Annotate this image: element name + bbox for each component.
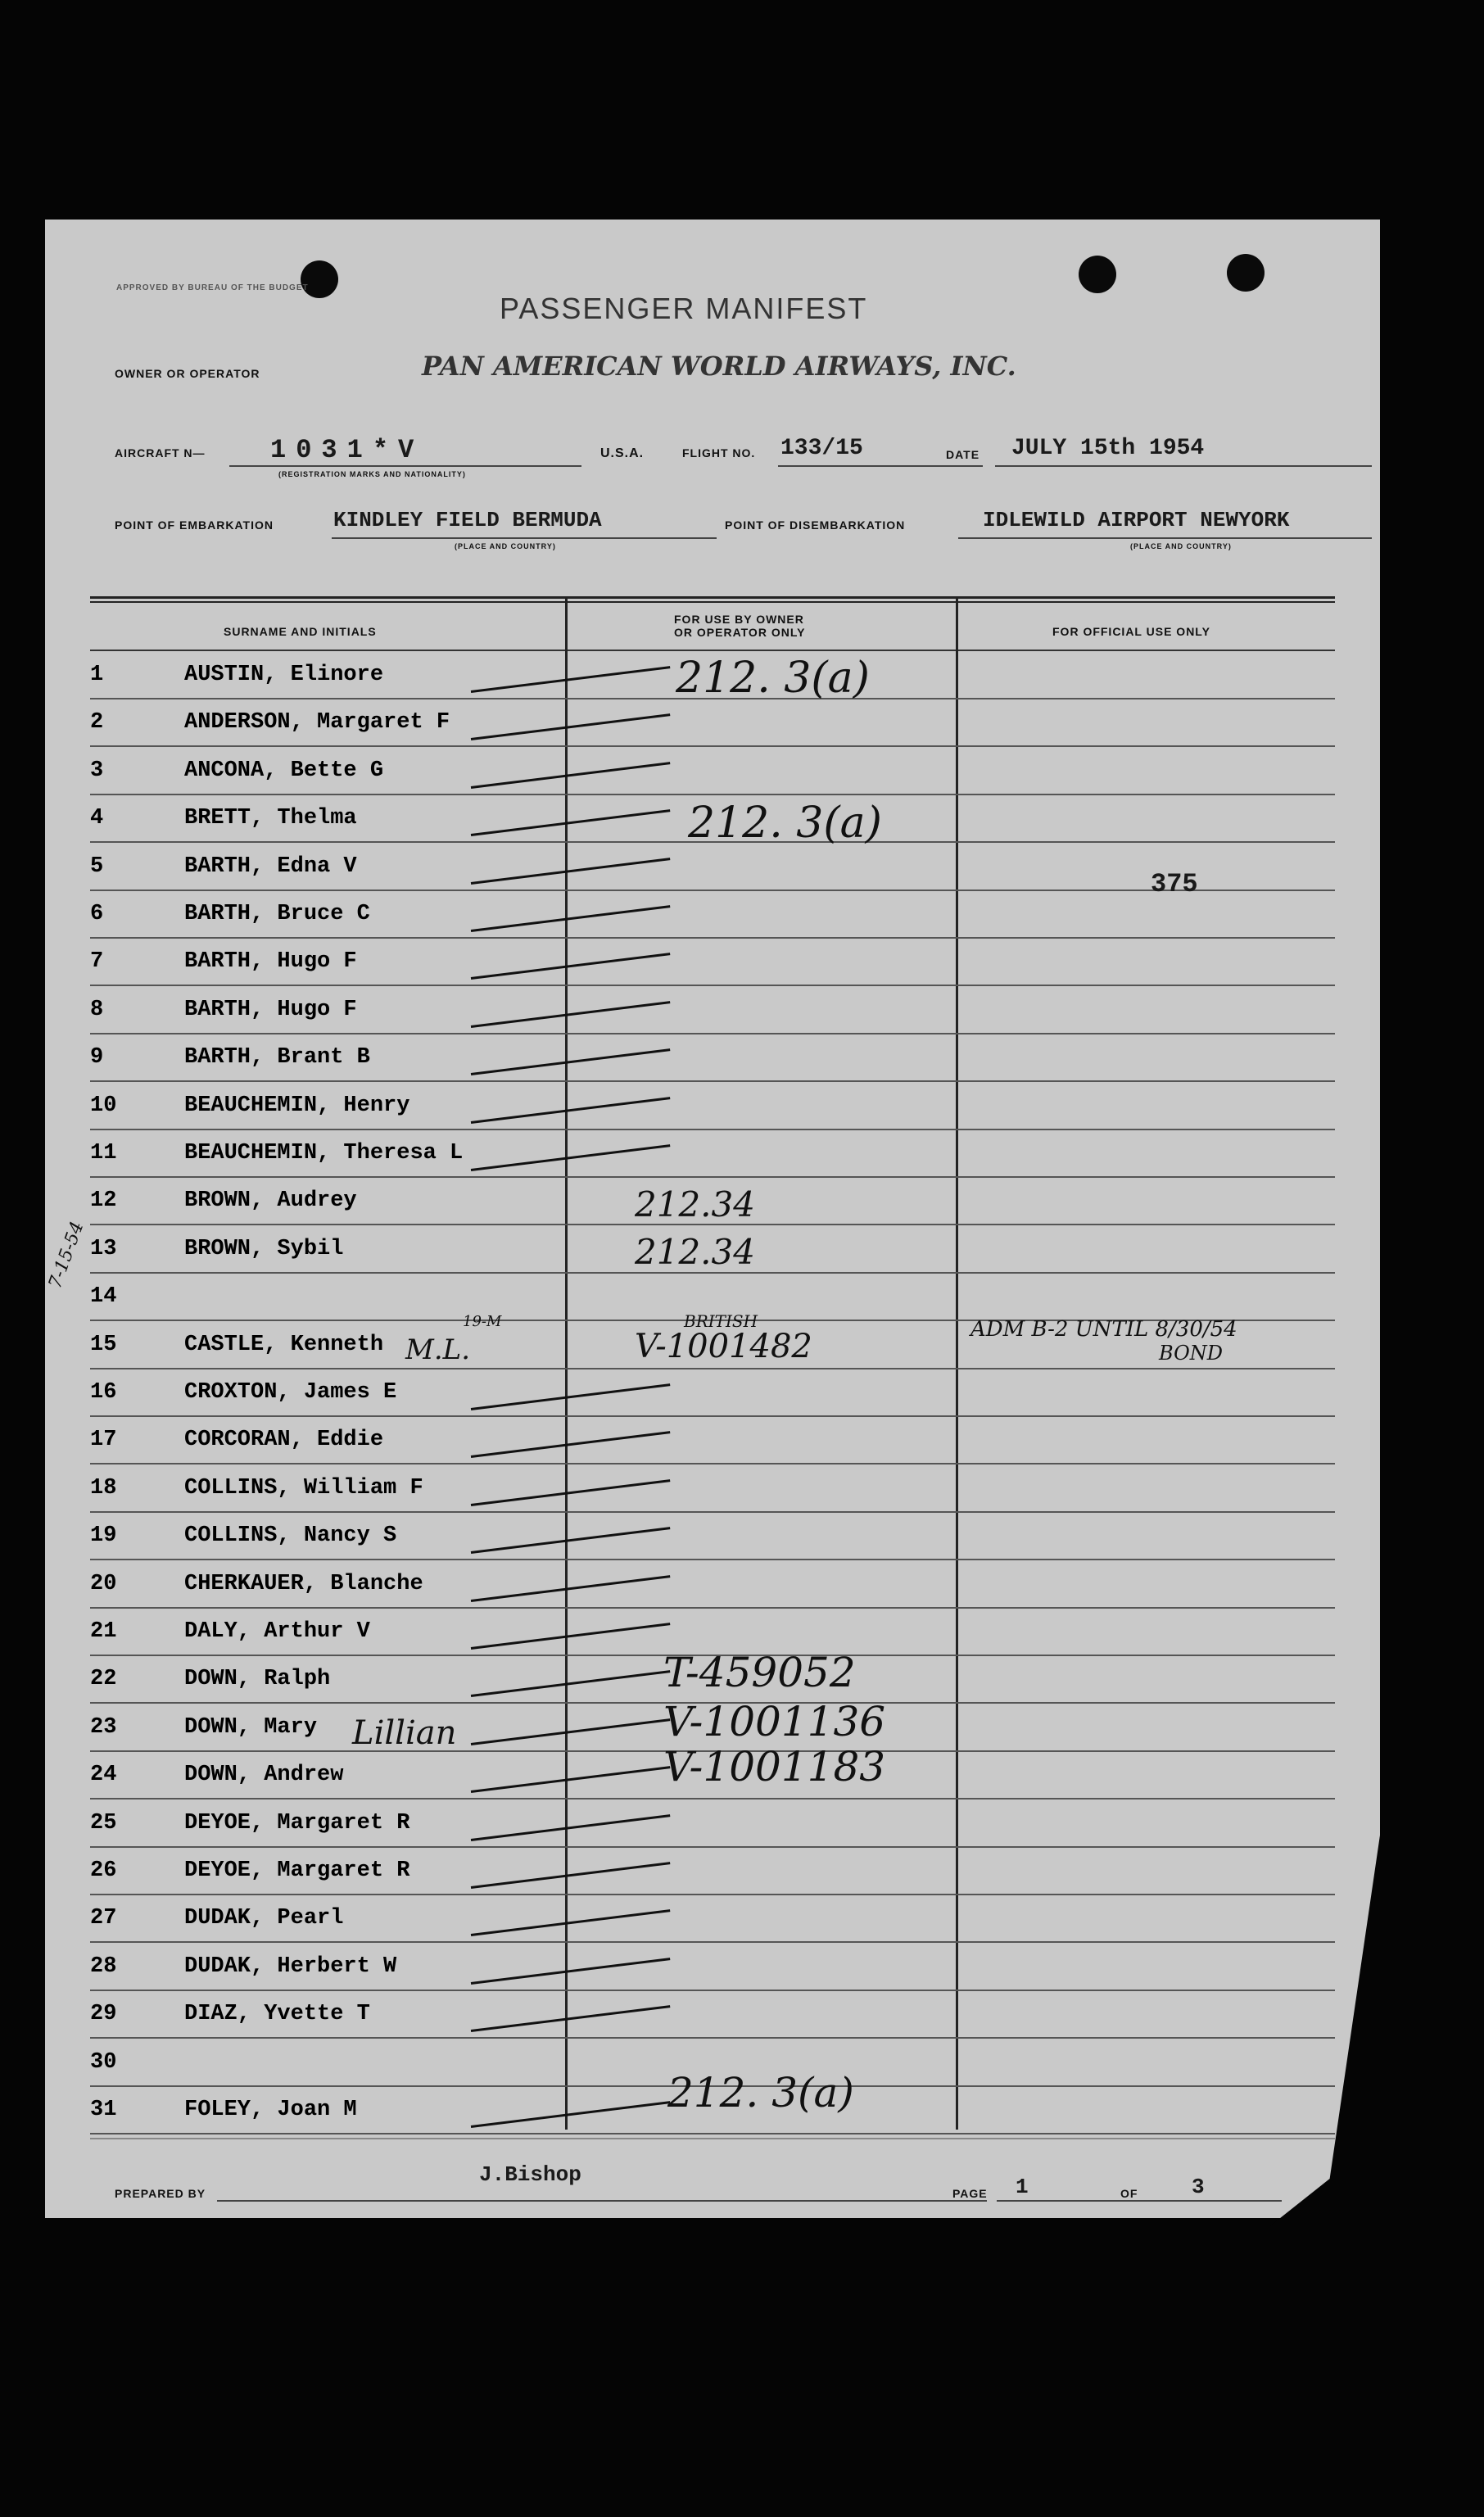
annotation-row4: 212. 3(a) bbox=[688, 799, 882, 848]
approval-stamp: APPROVED BY BUREAU OF THE BUDGET bbox=[116, 283, 309, 292]
passenger-name: BROWN, Audrey bbox=[184, 1188, 357, 1214]
row-number: 1 bbox=[90, 663, 104, 687]
row-number: 4 bbox=[90, 806, 104, 831]
embark-label: POINT OF EMBARKATION bbox=[115, 518, 274, 532]
annotation-row12: 212.34 bbox=[635, 1184, 755, 1225]
disembark-value: IDLEWILD AIRPORT NEWYORK bbox=[983, 508, 1290, 532]
table-row bbox=[90, 1895, 1335, 1943]
prepared-label: PREPARED BY bbox=[115, 2187, 206, 2200]
row-number: 9 bbox=[90, 1045, 104, 1071]
aircraft-sub: (REGISTRATION MARKS AND NATIONALITY) bbox=[278, 470, 466, 478]
official-row15: ADM B-2 UNTIL 8/30/54 bbox=[970, 1317, 1237, 1342]
passenger-name: CASTLE, Kenneth bbox=[184, 1332, 384, 1357]
passenger-name: DIAZ, Yvette T bbox=[184, 2002, 370, 2027]
page-value: 1 bbox=[1016, 2175, 1029, 2199]
table-row bbox=[90, 1369, 1335, 1417]
passenger-name: AUSTIN, Elinore bbox=[184, 663, 384, 687]
owner-label: OWNER OR OPERATOR bbox=[115, 367, 260, 380]
col-operator-header-2: OR OPERATOR ONLY bbox=[674, 626, 806, 639]
row-number: 6 bbox=[90, 902, 104, 926]
row-number: 26 bbox=[90, 1858, 117, 1883]
punch-hole bbox=[301, 260, 338, 298]
row-number: 12 bbox=[90, 1188, 117, 1214]
table-row bbox=[90, 699, 1335, 747]
manifest-sheet bbox=[45, 220, 1380, 2218]
passenger-name: DOWN, Andrew bbox=[184, 1763, 344, 1788]
passenger-name: DOWN, Ralph bbox=[184, 1667, 331, 1692]
row-number: 19 bbox=[90, 1523, 117, 1549]
col-operator-header-1: FOR USE BY OWNER bbox=[674, 613, 804, 626]
disembark-sub: (PLACE AND COUNTRY) bbox=[1130, 542, 1232, 550]
table-row bbox=[90, 843, 1335, 891]
table-row bbox=[90, 890, 1335, 939]
table-row bbox=[90, 1847, 1335, 1895]
row-number: 17 bbox=[90, 1428, 117, 1453]
aircraft-label: AIRCRAFT N— bbox=[115, 446, 206, 459]
airline-name: PAN AMERICAN WORLD AIRWAYS, INC. bbox=[422, 351, 1016, 382]
passenger-name: DEYOE, Margaret R bbox=[184, 1858, 410, 1883]
passenger-name: CORCORAN, Eddie bbox=[184, 1428, 384, 1453]
row-number: 25 bbox=[90, 1810, 117, 1836]
page-label: PAGE bbox=[952, 2187, 988, 2200]
annotation-row15-initials: M.L. bbox=[405, 1333, 471, 1366]
table-row bbox=[90, 986, 1335, 1034]
row-number: 20 bbox=[90, 1571, 117, 1596]
table-row bbox=[90, 1799, 1335, 1848]
passenger-name: COLLINS, Nancy S bbox=[184, 1523, 397, 1549]
col-official-header: FOR OFFICIAL USE ONLY bbox=[1052, 625, 1210, 638]
passenger-name: COLLINS, William F bbox=[184, 1475, 423, 1501]
disembark-label: POINT OF DISEMBARKATION bbox=[725, 518, 906, 532]
flight-value: 133/15 bbox=[780, 436, 863, 461]
of-label: OF bbox=[1120, 2187, 1138, 2200]
table-row bbox=[90, 1464, 1335, 1513]
passenger-name: BROWN, Sybil bbox=[184, 1236, 344, 1261]
annotation-row15-number: V-1001482 bbox=[635, 1328, 812, 1365]
table-row bbox=[90, 1943, 1335, 1991]
passenger-name: BARTH, Edna V bbox=[184, 853, 357, 879]
passenger-name: DOWN, Mary bbox=[184, 1714, 318, 1740]
col-surname-header: SURNAME AND INITIALS bbox=[224, 625, 377, 638]
passenger-name: DALY, Arthur V bbox=[184, 1619, 370, 1644]
punch-hole bbox=[1079, 256, 1116, 293]
annotation-row15-age: 19-M bbox=[463, 1313, 502, 1330]
prepared-value: J.Bishop bbox=[479, 2162, 581, 2187]
row-number: 13 bbox=[90, 1236, 117, 1261]
passenger-name: ANDERSON, Margaret F bbox=[184, 710, 450, 736]
annotation-row23-name: Lillian bbox=[352, 1714, 457, 1752]
table-row bbox=[90, 1034, 1335, 1082]
of-value: 3 bbox=[1192, 2175, 1205, 2199]
passenger-name: DUDAK, Herbert W bbox=[184, 1953, 397, 1979]
table-row bbox=[90, 747, 1335, 795]
date-value: JULY 15th 1954 bbox=[1011, 436, 1205, 461]
annotation-row22: T-459052 bbox=[663, 1649, 856, 1696]
passenger-name: ANCONA, Bette G bbox=[184, 758, 384, 783]
annotation-row31: 212. 3(a) bbox=[667, 2069, 854, 2116]
annotation-row13: 212.34 bbox=[635, 1232, 755, 1272]
passenger-name: DEYOE, Margaret R bbox=[184, 1810, 410, 1836]
embark-value: KINDLEY FIELD BERMUDA bbox=[333, 508, 602, 532]
flight-label: FLIGHT NO. bbox=[682, 446, 756, 459]
passenger-name: BARTH, Brant B bbox=[184, 1045, 370, 1071]
row-number: 21 bbox=[90, 1619, 117, 1644]
row-number: 5 bbox=[90, 853, 104, 879]
form-title: PASSENGER MANIFEST bbox=[500, 292, 868, 325]
row-number: 28 bbox=[90, 1953, 117, 1979]
passenger-name: BEAUCHEMIN, Henry bbox=[184, 1093, 410, 1118]
official-row15-bond: BOND bbox=[1159, 1342, 1223, 1365]
passenger-name: CROXTON, James E bbox=[184, 1380, 397, 1405]
row-number: 30 bbox=[90, 2049, 117, 2075]
row-number: 10 bbox=[90, 1093, 117, 1118]
row-number: 7 bbox=[90, 949, 104, 975]
row-number: 11 bbox=[90, 1141, 117, 1166]
table-row bbox=[90, 1512, 1335, 1560]
table-row bbox=[90, 1560, 1335, 1609]
row-number: 15 bbox=[90, 1332, 117, 1357]
row-number: 29 bbox=[90, 2002, 117, 2027]
passenger-name: BARTH, Hugo F bbox=[184, 997, 357, 1022]
row-number: 31 bbox=[90, 2098, 117, 2122]
annotation-row23: V-1001136 bbox=[663, 1698, 886, 1745]
row-number: 18 bbox=[90, 1475, 117, 1501]
date-label: DATE bbox=[946, 448, 980, 461]
row-number: 2 bbox=[90, 710, 104, 736]
passenger-name: BARTH, Bruce C bbox=[184, 902, 370, 926]
row-number: 3 bbox=[90, 758, 104, 783]
aircraft-value: 1031*V bbox=[270, 435, 424, 465]
table-row bbox=[90, 1990, 1335, 2039]
annotation-row15-nationality: BRITISH bbox=[684, 1311, 758, 1331]
annotation-row1: 212. 3(a) bbox=[676, 654, 870, 703]
row-number: 27 bbox=[90, 1906, 117, 1931]
passenger-name: FOLEY, Joan M bbox=[184, 2098, 357, 2122]
margin-note-row14: 7-15-54 bbox=[45, 1219, 88, 1292]
annotation-row24: V-1001183 bbox=[663, 1743, 886, 1790]
row-number: 14 bbox=[90, 1284, 117, 1310]
table-row bbox=[90, 938, 1335, 986]
official-row5: 375 bbox=[1151, 869, 1198, 899]
punch-hole bbox=[1227, 254, 1265, 292]
table-row bbox=[90, 1082, 1335, 1130]
row-number: 23 bbox=[90, 1714, 117, 1740]
table-row bbox=[90, 1129, 1335, 1178]
row-number: 16 bbox=[90, 1380, 117, 1405]
usa-label: U.S.A. bbox=[600, 446, 645, 460]
row-number: 24 bbox=[90, 1763, 117, 1788]
row-number: 22 bbox=[90, 1667, 117, 1692]
passenger-name: CHERKAUER, Blanche bbox=[184, 1571, 423, 1596]
passenger-name: BRETT, Thelma bbox=[184, 806, 357, 831]
passenger-name: BARTH, Hugo F bbox=[184, 949, 357, 975]
passenger-name: BEAUCHEMIN, Theresa L bbox=[184, 1141, 464, 1166]
passenger-name: DUDAK, Pearl bbox=[184, 1906, 344, 1931]
row-number: 8 bbox=[90, 997, 104, 1022]
table-row bbox=[90, 1416, 1335, 1464]
embark-sub: (PLACE AND COUNTRY) bbox=[455, 542, 556, 550]
